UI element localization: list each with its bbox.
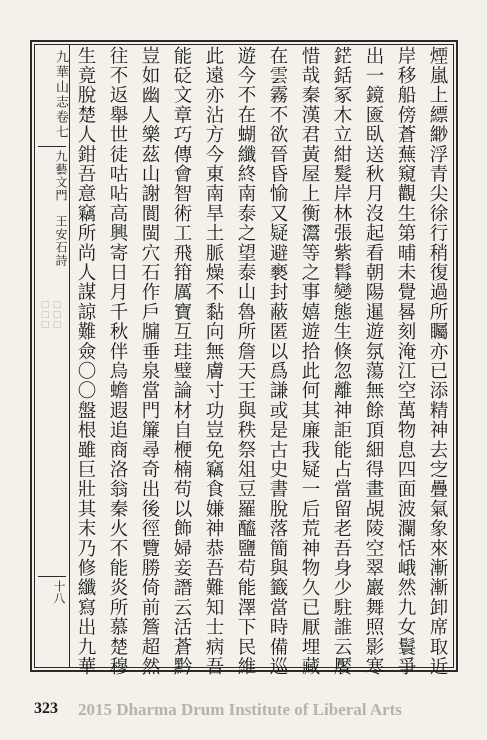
text-column: 煙嵐上縹緲浮青尖徐行稍復過所矚亦已添精神去㝎疊氣象來漸漸卸席取近 bbox=[427, 46, 448, 677]
margin-divider bbox=[38, 146, 66, 147]
faded-seal: □□□ bbox=[40, 300, 50, 330]
poem-body bbox=[70, 46, 454, 677]
margin-divider bbox=[38, 576, 66, 577]
text-column: 岸移船傍蒼蕪窺觀生第晡未覺晷刻淹江空萬物息四面波瀾恬峨然九女鬟爭 bbox=[395, 46, 416, 677]
text-column: 豈如幽人樂茲山謝閬閩穴石作戶牖垂泉當門簾尋奇出後徑覽勝倚前簷超然 bbox=[139, 46, 160, 677]
page-marker: 十八 bbox=[52, 580, 66, 604]
text-column: 出一鏡匳臥送秋月沒起看朝陽暹遊氛蕩無餘頂細得畫覘陵空翠巖舞照影寒 bbox=[363, 46, 384, 677]
text-column: 鋩銛冢木立紺髮岸林張紫髥變態生倏忽離神詎能占當留老吾身少駐誰云饜 bbox=[331, 46, 352, 677]
text-column: 遊今不在蝴纖終南泰之望泰山魯所詹天王與秩祭俎豆羅醯鹽苟能澤下民維 bbox=[235, 46, 256, 677]
section-title: 九藝文門 王安石詩 bbox=[54, 150, 68, 267]
text-column: 在雲霧不欲晉昏愉又疑避褻封蔽匿以爲謙或是古史書脫落簡與籤當時備巡 bbox=[267, 46, 288, 677]
page-number: 323 bbox=[34, 700, 58, 717]
text-column: 惜哉秦漢君黃屋上衡灊等之事嬉遊拾此何其廉我疑一后荒神物久已厭埋藏 bbox=[299, 46, 320, 677]
text-column: 能砭文章巧傳會智術工飛箝厲寶互珪璧論材自楩楠苟以飾婦妾譖云活蒼黔 bbox=[171, 46, 192, 677]
volume-title: 九華山志卷七 bbox=[53, 50, 68, 140]
watermark: 2015 Dharma Drum Institute of Liberal Arts bbox=[78, 700, 402, 719]
text-column: 生竟脫楚人鉗吾意竊所尚人謀諒難僉〇〇盤根雖巨壯其末乃修纖寫出九華 bbox=[75, 46, 96, 677]
text-column: 往不返舉世徒咕呫高興寄日月千秋伴烏蟾遐追商洛翁秦火不能炎所慕楚穆 bbox=[107, 46, 128, 677]
faded-seal: □□□ bbox=[52, 300, 62, 330]
text-column: 此遠亦沾方今東南旱土脈燥不黏向無膚寸功豈免竊食嫌神恭吾難知士病吾 bbox=[203, 46, 224, 677]
